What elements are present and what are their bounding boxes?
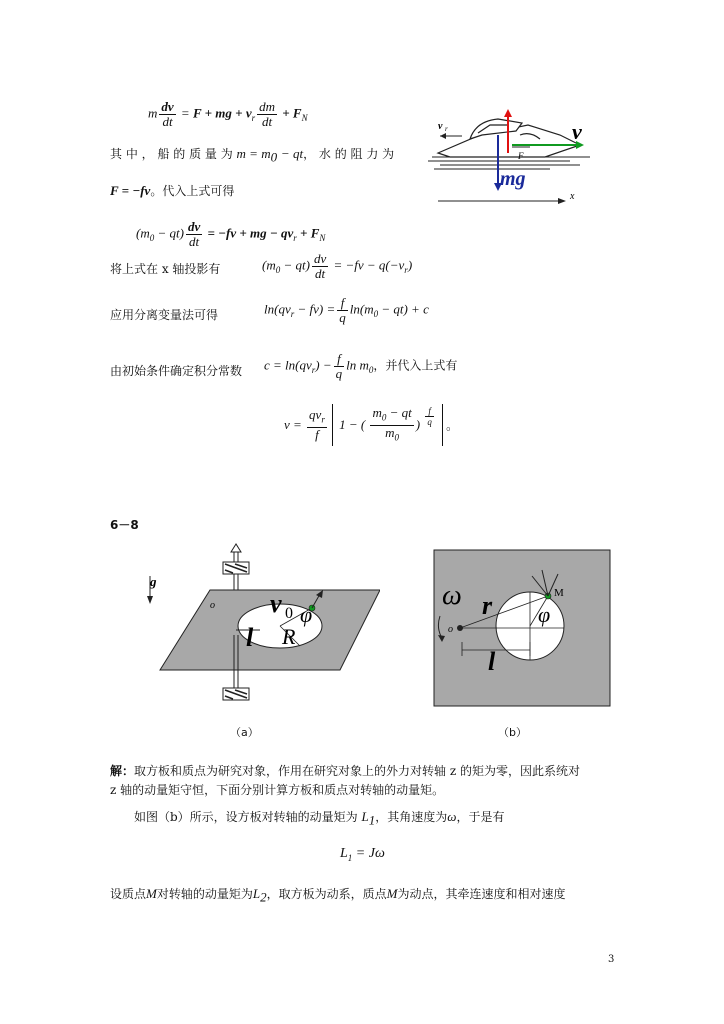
solution-p2-sub1: 1 [368, 812, 376, 828]
label-v: v [572, 119, 582, 144]
eq1-coef: m [148, 105, 158, 121]
solution-p3c: ，取方板为动系，质点 [266, 887, 387, 901]
label-F: F [518, 151, 524, 161]
eq2-rhs: = −fv + mg − qv [207, 225, 294, 241]
eq1-frac2 [257, 100, 277, 129]
solution-line-4 [110, 885, 565, 905]
eq6-den: f [315, 426, 319, 442]
label-vr-sub: r [445, 125, 448, 133]
eq6-inner: 1 − ( [339, 417, 366, 433]
eq2-frac [186, 220, 202, 249]
eq6-inner-frac [370, 406, 413, 444]
mass-formula-end: − qt [280, 146, 304, 161]
eq6-frac [307, 408, 327, 442]
eq-L1-L: L [340, 846, 348, 861]
eq6-lhs: v = [284, 417, 302, 433]
label-M: M [554, 587, 564, 599]
label-R: R [282, 624, 296, 649]
mass-line-prefix: 其 中 ， 船 的 质 量 为 [110, 147, 233, 161]
mass-sub0: 0 [270, 149, 278, 165]
mass-formula: m = m [236, 146, 271, 161]
eq4-lhs: ln(qv [264, 301, 291, 317]
eq6-inner-num-sub: 0 [381, 412, 387, 423]
eq3-num: dv [313, 251, 327, 266]
eq5-sub-r: r [311, 365, 316, 376]
eq1-terms: F + mg + v [192, 105, 252, 121]
eq2-sub-r: r [293, 233, 297, 244]
eq4-sub0: 0 [373, 309, 379, 320]
equation-motion [148, 100, 308, 129]
solution-p2-omega: ω [447, 809, 457, 824]
eq6-num: qv [309, 407, 322, 423]
eq5-frac [334, 352, 345, 381]
boat-figure [420, 95, 600, 210]
figure-a [140, 540, 380, 720]
eq3-sub-r: r [404, 265, 408, 276]
label-zero: 0 [285, 605, 293, 622]
eq1-equals: = [180, 105, 190, 121]
eq1-num1: dv [161, 99, 174, 114]
label-l-b: l [488, 647, 496, 676]
solution-p3-L: L [252, 886, 261, 901]
solution-line-1 [110, 762, 580, 779]
eq4-num: f [337, 296, 348, 311]
eq1-den1: dt [162, 114, 173, 129]
eq1-num2: dm [259, 99, 275, 114]
eq6-inner-num: m [372, 405, 382, 420]
solution-p1a: 取方板和质点为研究对象，作用在研究对象上的外力对转轴 z 的矩为零，因此系统对 [134, 764, 580, 778]
figure-b [430, 546, 615, 711]
eq4-sub-r: r [290, 309, 295, 320]
label-mg: mg [500, 168, 526, 190]
eq-L1-rhs: = Jω [355, 846, 385, 861]
solution-p2a: 如图（b）所示，设方板对转轴的动量矩为 [134, 810, 358, 824]
gravity-arrow-head [147, 596, 153, 604]
label-omega: ω [442, 580, 462, 611]
eq5-den: q [335, 366, 343, 381]
center-o [457, 625, 463, 631]
eq4-lhs-end: − fv) = [297, 301, 336, 317]
eq1-sub-N: N [301, 113, 308, 124]
equation-result [284, 404, 458, 450]
mass-line-suffix: ， 水 的 阻 力 为 [303, 147, 395, 161]
eq2-sub0: 0 [149, 233, 155, 244]
caption-b: （b） [498, 726, 527, 739]
equation-separation [264, 296, 429, 325]
eq1-sub-r: r [251, 113, 256, 124]
eq3-lhs-end: − qt) [283, 257, 310, 273]
label-vr: v [438, 121, 443, 132]
solution-p2c: ，于是有 [456, 810, 505, 824]
label-v-a: v [270, 589, 282, 618]
eq2-sub-N: N [319, 233, 326, 244]
section-title: 6－8 [110, 518, 139, 532]
eq3-rhs-end: ) [407, 257, 413, 273]
solution-p3b: 对转轴的动量矩为 [156, 887, 253, 901]
eq3-label: 将上式在 x 轴投影有 [110, 262, 221, 276]
solution-line-3 [134, 808, 504, 828]
label-o-b: o [448, 624, 453, 635]
eq6-exponent [425, 406, 434, 427]
eq5-rhs: ln m [346, 357, 369, 373]
eq6-period: 。 [446, 418, 459, 433]
resistance-formula: F = −fv [110, 183, 151, 198]
vr-arrow-head [440, 133, 446, 139]
solution-p2-L: L [361, 809, 369, 824]
label-r: r [482, 591, 493, 620]
solution-p3a: 设质点 [110, 887, 147, 901]
label-g: g [150, 574, 157, 589]
eq5-lhs: c = ln(qv [264, 357, 312, 373]
eq6-bracket: 1 − ( $\frac{m_0 - qt}{m_0}$ ) $\frac{f}{q}$ [332, 404, 443, 446]
eq2-den: dt [189, 234, 200, 249]
eq4-label: 应用分离变量法可得 [110, 308, 219, 322]
eq3-lhs: (m [262, 257, 276, 273]
eq1-den2: dt [261, 114, 273, 129]
eq3-den: dt [315, 266, 326, 281]
equation-L1 [340, 846, 385, 863]
eq6-num-sub: r [321, 414, 325, 425]
axis-top [223, 544, 249, 595]
resistance-suffix: 。代入上式可得 [150, 184, 235, 198]
eq2-tail: + F [300, 225, 320, 241]
label-phi-b: φ [538, 602, 551, 627]
eq6-inner-den: m [385, 424, 395, 440]
solution-p2b: ，其角速度为 [375, 810, 448, 824]
solution-line-2: z 轴的动量矩守恒，下面分别计算方板和质点对转轴的动量矩。 [110, 783, 445, 797]
solution-p3-M2: M [386, 886, 398, 901]
eq3-rhs: = −fv − q(−v [333, 257, 405, 273]
eq1-tail: + F [282, 105, 302, 121]
eq4-rhs-end: − qt) + c [381, 301, 429, 317]
eq3-sub0: 0 [275, 265, 281, 276]
eq5-sub0: 0 [368, 365, 374, 376]
equation-substituted [136, 220, 325, 249]
x-axis-head [558, 198, 566, 204]
solution-p3d: 为动点，其牵连速度和相对速度 [397, 887, 566, 901]
eq4-frac [337, 296, 348, 325]
eq4-den: q [339, 310, 346, 325]
buoyancy-arrow-head [504, 109, 512, 117]
eq6-inner-num-end: − qt [389, 405, 412, 420]
eq3-frac [312, 252, 328, 281]
eq5-label: 由初始条件确定积分常数 [110, 364, 243, 378]
label-x: x [570, 191, 575, 202]
equation-constant [264, 352, 457, 381]
eq1-frac1 [159, 100, 175, 129]
solution-p3-M: M [146, 886, 157, 901]
label-o-a: o [210, 600, 215, 611]
resistance-line [110, 182, 234, 199]
eq5-suffix: ，并代入上式有 [373, 358, 458, 373]
equation-projection [262, 252, 412, 281]
eq2-num: dv [187, 219, 201, 234]
label-phi-a: φ [300, 602, 313, 627]
eq6-exp-den: q [427, 417, 432, 427]
mass-line [110, 145, 394, 165]
eq6-inner-den-sub: 0 [394, 432, 400, 443]
solution-lead: 解： [110, 764, 135, 778]
eq5-lhs-end: ) − [315, 357, 332, 373]
eq-L1-sub: 1 [347, 852, 353, 863]
label-l-a: l [246, 623, 254, 652]
eq2-lhs-end: − qt) [157, 225, 184, 241]
eq4-rhs: ln(m [349, 301, 374, 317]
solution-p3-sub2: 2 [260, 889, 267, 905]
caption-a: （a） [230, 726, 259, 739]
eq5-num: f [334, 352, 345, 367]
page-number: 3 [608, 954, 615, 965]
eq6-exp-num: f [425, 406, 434, 417]
eq2-lhs: (m [136, 225, 150, 241]
